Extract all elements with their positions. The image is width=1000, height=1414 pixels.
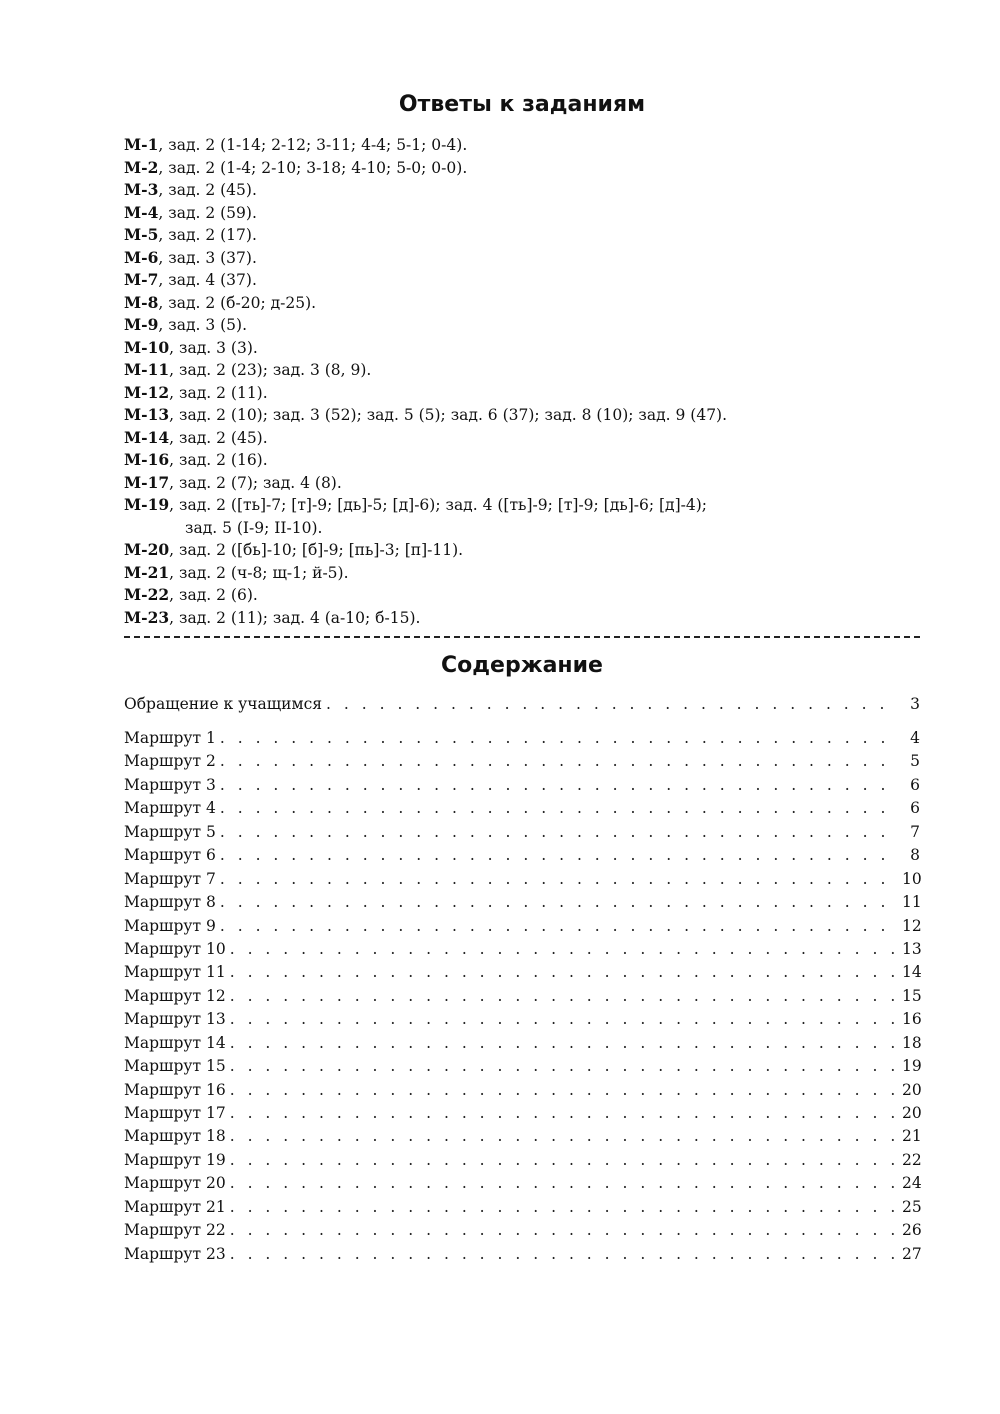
dot-leader (220, 797, 896, 820)
dot-leader (220, 868, 896, 891)
answer-text: , зад. 2 (59). (158, 203, 257, 222)
dot-leader (230, 1196, 896, 1219)
contents-entry-label: Маршрут 21 (124, 1197, 226, 1216)
answer-code: М-5 (124, 225, 159, 244)
answer-line (124, 202, 924, 225)
contents-entry[interactable] (124, 821, 920, 844)
contents-entry[interactable] (124, 1243, 920, 1266)
answer-line-continuation: зад. 5 (I-9; II-10). (185, 518, 323, 537)
contents-entry[interactable] (124, 985, 920, 1008)
contents-list (124, 727, 920, 1266)
contents-entry[interactable] (124, 1172, 920, 1195)
answer-code: М-4 (124, 202, 159, 222)
contents-title: Содержание (441, 653, 603, 678)
answer-text: , зад. 2 (17). (158, 226, 257, 244)
answer-code: М-22 (124, 585, 170, 604)
answer-line (124, 427, 924, 450)
contents-entry[interactable] (124, 915, 920, 938)
contents-entry-label: Маршрут 19 (124, 1150, 226, 1169)
contents-entry-label: Маршрут 14 (124, 1033, 226, 1052)
contents-entry-label: Маршрут 3 (124, 775, 216, 794)
dot-leader (230, 1032, 896, 1055)
contents-entry-page: 26 (902, 1221, 922, 1240)
answer-code: М-20 (124, 540, 170, 559)
contents-entry-page: 10 (902, 869, 922, 888)
contents-entry-page: 8 (910, 846, 920, 865)
answer-text: , зад. 2 (ч-8; щ-1; й-5). (169, 563, 349, 582)
answer-code: М-12 (124, 382, 170, 402)
answer-code: М-23 (124, 607, 170, 627)
contents-entry-label: Маршрут 13 (124, 1010, 226, 1029)
answer-code: М-11 (124, 360, 170, 379)
dot-leader (230, 1055, 896, 1078)
answers-list (124, 134, 924, 629)
contents-entry-label: Маршрут 23 (124, 1244, 226, 1263)
answer-code: М-14 (124, 427, 170, 447)
contents-entry-label: Маршрут 17 (124, 1104, 226, 1122)
contents-entry[interactable] (124, 1032, 920, 1055)
contents-entry-label: Маршрут 22 (124, 1221, 226, 1240)
contents-entry-page: 4 (910, 729, 920, 747)
contents-entry-page: 21 (902, 1127, 922, 1146)
contents-entry[interactable] (124, 1196, 920, 1219)
contents-entry-label: Маршрут 18 (124, 1127, 226, 1146)
answer-text: , зад. 3 (37). (158, 248, 257, 267)
dot-leader (230, 1079, 896, 1102)
dot-leader (230, 1149, 896, 1172)
dot-leader (230, 961, 896, 984)
contents-entry[interactable] (124, 797, 920, 820)
contents-entry[interactable] (124, 1102, 920, 1125)
contents-entry[interactable] (124, 1125, 920, 1148)
contents-entry-label: Маршрут 20 (124, 1174, 226, 1193)
dot-leader (220, 727, 896, 750)
dot-leader (220, 774, 896, 797)
answers-title: Ответы к заданиям (398, 92, 646, 117)
contents-entry-label: Маршрут 15 (124, 1057, 226, 1076)
answer-text: , зад. 2 (45). (158, 181, 257, 199)
answer-line (124, 269, 924, 292)
dot-leader (230, 985, 896, 1008)
answer-code: М-2 (124, 157, 159, 177)
dot-leader (230, 1172, 896, 1195)
dot-leader (230, 938, 896, 961)
answer-code: М-21 (124, 562, 170, 582)
contents-entry-label: Маршрут 16 (124, 1080, 226, 1099)
answer-text: , зад. 3 (3). (169, 338, 258, 357)
answer-line (124, 584, 924, 607)
contents-entry-label: Обращение к учащимся (124, 695, 323, 713)
answer-code: М-6 (124, 247, 159, 267)
answer-text: , зад. 2 (1-4; 2-10; 3-18; 4-10; 5-0; 0-0). (158, 158, 468, 177)
contents-entry-label: Маршрут 11 (124, 963, 226, 982)
answer-text: , зад. 2 ([ть]-7; [т]-9; [дь]-5; [д]-6); зад. 4 ([ть]-9; [т]-9; [дь]-6; [д]-4); (169, 496, 708, 514)
dot-leader (230, 1102, 896, 1125)
contents-entry-page: 27 (902, 1244, 922, 1263)
answer-text: , зад. 2 (11); зад. 4 (а-10; б-15). (169, 608, 421, 627)
dot-leader (230, 1219, 896, 1242)
answer-text: , зад. 4 (37). (158, 271, 257, 289)
contents-entry-page: 12 (902, 916, 922, 935)
answer-code: М-10 (124, 337, 170, 357)
contents-entry[interactable] (124, 1079, 920, 1102)
contents-entry-page: 24 (902, 1174, 922, 1193)
contents-entry[interactable] (124, 750, 920, 773)
answer-line (124, 562, 924, 585)
contents-intro (124, 693, 920, 716)
answer-line (124, 382, 924, 405)
answer-text: , зад. 2 ([бь]-10; [б]-9; [пь]-3; [п]-11). (169, 541, 464, 559)
contents-entry-page: 6 (910, 775, 920, 794)
contents-entry[interactable] (124, 1055, 920, 1078)
answer-text: , зад. 2 (11). (169, 383, 268, 402)
answer-line (124, 494, 924, 517)
contents-entry[interactable] (124, 1149, 920, 1172)
answer-line (124, 292, 924, 315)
answer-line (124, 359, 924, 382)
answer-code: М-9 (124, 315, 159, 334)
contents-entry-page: 22 (902, 1150, 922, 1169)
answer-line (124, 314, 924, 337)
answer-text: , зад. 2 (1-14; 2-12; 3-11; 4-4; 5-1; 0-4). (158, 136, 468, 154)
answer-text: , зад. 2 (б-20; д-25). (158, 293, 317, 312)
dot-leader (220, 821, 896, 844)
dot-leader (220, 750, 896, 773)
answer-text: , зад. 3 (5). (158, 316, 248, 334)
answer-line (124, 224, 924, 247)
contents-entry-label: Маршрут 12 (124, 986, 226, 1005)
contents-entry[interactable] (124, 727, 920, 750)
contents-entry-label: Маршрут 1 (124, 729, 216, 747)
answer-code: М-17 (124, 472, 170, 492)
answer-text: , зад. 2 (23); зад. 3 (8, 9). (169, 361, 372, 379)
contents-entry-page: 15 (902, 986, 922, 1005)
contents-entry[interactable] (124, 1219, 920, 1242)
answer-code: М-8 (124, 292, 159, 312)
answer-text: , зад. 2 (7); зад. 4 (8). (169, 473, 342, 492)
answer-code: М-7 (124, 270, 159, 289)
contents-entry-label: Маршрут 4 (124, 799, 216, 818)
contents-entry-page: 3 (910, 695, 920, 713)
contents-entry[interactable] (124, 961, 920, 984)
dashed-separator (124, 636, 920, 638)
contents-entry-page: 6 (910, 799, 920, 818)
answer-line (124, 449, 924, 472)
contents-entry-label: Маршрут 10 (124, 939, 226, 958)
contents-entry-label: Маршрут 5 (124, 822, 216, 841)
answer-text: , зад. 2 (10); зад. 3 (52); зад. 5 (5); зад. 6 (37); зад. 8 (10); зад. 9 (47). (169, 406, 728, 424)
answer-code: М-19 (124, 495, 170, 514)
contents-entry-page: 25 (902, 1197, 922, 1216)
contents-entry-page: 20 (902, 1104, 922, 1122)
answer-line (124, 337, 924, 360)
contents-entry-label: Маршрут 6 (124, 846, 216, 865)
dot-leader (220, 844, 896, 867)
contents-entry-page: 11 (902, 893, 922, 912)
contents-entry-page: 7 (910, 822, 920, 841)
contents-entry-page: 18 (902, 1033, 922, 1052)
contents-entry[interactable] (124, 891, 920, 914)
answer-code: М-16 (124, 450, 170, 469)
contents-entry[interactable] (124, 844, 920, 867)
dot-leader (230, 1125, 896, 1148)
answer-line (124, 134, 924, 157)
dot-leader (220, 891, 896, 914)
contents-entry[interactable] (124, 774, 920, 797)
answer-line (124, 157, 924, 180)
answer-code: М-13 (124, 405, 170, 424)
dot-leader (220, 915, 896, 938)
answer-line (124, 472, 924, 495)
contents-entry[interactable] (124, 938, 920, 961)
answer-text: , зад. 2 (45). (169, 428, 268, 447)
answer-line (124, 247, 924, 270)
answer-code: М-1 (124, 135, 159, 154)
answer-text: , зад. 2 (6). (169, 586, 258, 604)
contents-entry-label: Маршрут 2 (124, 752, 216, 771)
contents-entry-label: Маршрут 9 (124, 916, 216, 935)
contents-entry-page: 14 (902, 963, 922, 982)
contents-entry-page: 19 (902, 1057, 922, 1076)
contents-entry[interactable] (124, 868, 920, 891)
dot-leader (230, 1008, 896, 1031)
contents-entry-page: 13 (902, 939, 922, 958)
answer-line (124, 539, 924, 562)
answer-text: , зад. 2 (16). (169, 451, 268, 469)
answer-line (124, 607, 924, 630)
contents-entry-page: 20 (902, 1080, 922, 1099)
answer-code: М-3 (124, 180, 159, 199)
dot-leader (230, 1243, 896, 1266)
contents-entry-page: 16 (902, 1010, 922, 1029)
answer-line (124, 404, 924, 427)
contents-entry[interactable] (124, 693, 920, 716)
dot-leader (326, 693, 896, 716)
contents-entry-label: Маршрут 8 (124, 893, 216, 912)
contents-entry-label: Маршрут 7 (124, 869, 216, 888)
answer-line (124, 179, 924, 202)
contents-entry-page: 5 (910, 752, 920, 771)
contents-entry[interactable] (124, 1008, 920, 1031)
